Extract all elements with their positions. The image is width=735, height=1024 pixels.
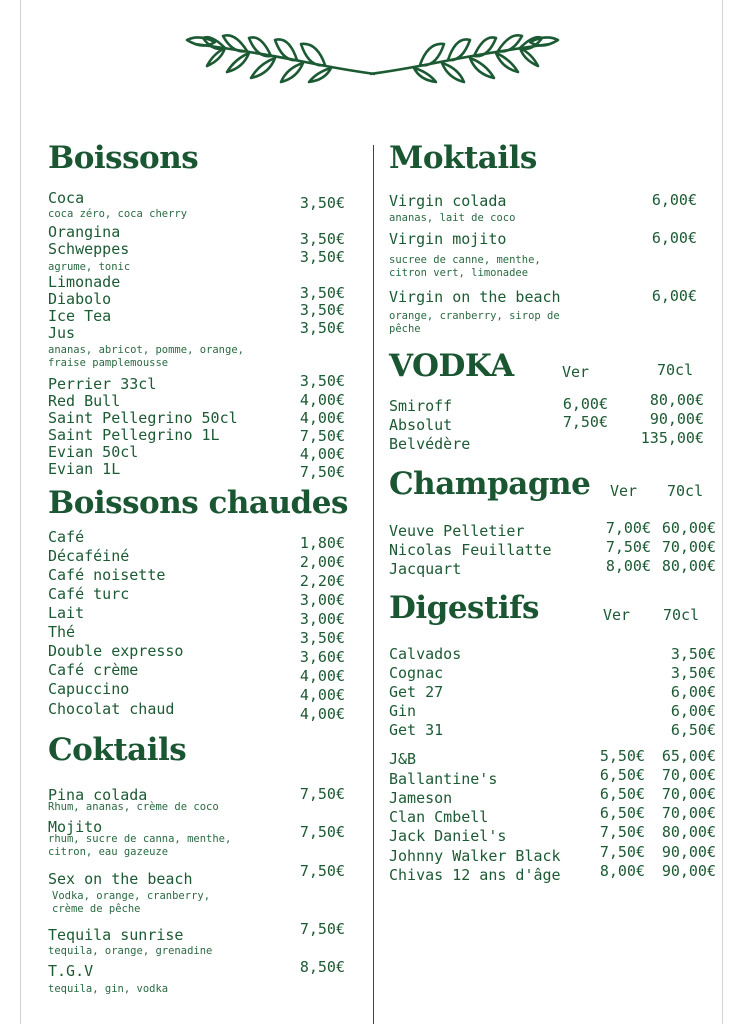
menu-item-price: 7,50€ — [299, 785, 345, 803]
menu-item-name: J&B — [389, 750, 417, 768]
menu-item-price: 3,50€ — [299, 319, 345, 337]
menu-item-price: 6,00€ — [651, 287, 697, 305]
menu-item-price: 4,00€ — [299, 686, 345, 704]
menu-item-price: 3,50€ — [299, 372, 345, 390]
menu-item-name: T.G.V — [48, 962, 94, 980]
laurel-branch-icon — [185, 26, 560, 84]
menu-item-price: 3,00€ — [299, 610, 345, 628]
menu-item-price: 1,80€ — [299, 534, 345, 552]
column-divider — [373, 145, 374, 1024]
menu-item-price-bottle: 70,00€ — [661, 766, 716, 784]
menu-item-name: Jack Daniel's — [389, 827, 507, 845]
menu-item-price-bottle: 6,00€ — [670, 683, 716, 701]
menu-item-name: Café noisette — [48, 566, 166, 584]
menu-item-name: Evian 50cl — [48, 443, 139, 461]
section-title-boissons: Boissons — [48, 140, 199, 176]
page-edge-right — [722, 0, 723, 1024]
section-title-boissons-chaudes: Boissons chaudes — [48, 485, 348, 521]
column-header-glass: Ver — [603, 606, 631, 624]
menu-item-name: Perrier 33cl — [48, 375, 157, 393]
menu-item-name: Calvados — [389, 645, 462, 663]
menu-item-price: 7,50€ — [299, 427, 345, 445]
menu-item-name: Coca — [48, 189, 85, 207]
menu-item-price-glass: 8,00€ — [599, 862, 645, 880]
menu-item-price: 2,00€ — [299, 553, 345, 571]
menu-item-name: Saint Pellegrino 1L — [48, 426, 220, 444]
menu-item-price: 7,50€ — [299, 823, 345, 841]
menu-item-name: Décaféiné — [48, 547, 130, 565]
menu-item-price: 3,60€ — [299, 648, 345, 666]
menu-item-price-bottle: 80,00€ — [649, 391, 704, 409]
menu-item-name: Jus — [48, 324, 76, 342]
menu-item-price-bottle: 90,00€ — [649, 410, 704, 428]
menu-item-name: Chivas 12 ans d'âge — [389, 866, 561, 884]
menu-item-name: Café turc — [48, 585, 130, 603]
menu-item-price: 7,50€ — [299, 463, 345, 481]
menu-item-name: Ice Tea — [48, 307, 112, 325]
menu-item-price-bottle: 3,50€ — [670, 645, 716, 663]
menu-item-name: Double expresso — [48, 642, 184, 660]
menu-item-price-glass: 7,50€ — [599, 823, 645, 841]
section-title-vodka: VODKA — [389, 348, 514, 384]
menu-item-price-bottle: 65,00€ — [661, 747, 716, 765]
menu-item-price-bottle: 90,00€ — [661, 843, 716, 861]
menu-item-price: 3,00€ — [299, 591, 345, 609]
menu-item-price-glass: 6,50€ — [599, 785, 645, 803]
menu-item-price: 8,50€ — [299, 958, 345, 976]
menu-item-name: Orangina — [48, 223, 121, 241]
menu-item-price: 3,50€ — [299, 248, 345, 266]
menu-item-name: Veuve Pelletier — [389, 522, 525, 540]
menu-item-name: Jacquart — [389, 560, 462, 578]
menu-item-name: Ballantine's — [389, 770, 498, 788]
menu-item-name: Smiroff — [389, 397, 453, 415]
menu-item-name: Lait — [48, 604, 85, 622]
menu-item-price: 2,20€ — [299, 572, 345, 590]
menu-item-name: Virgin mojito — [389, 230, 507, 248]
menu-item-desc: Rhum, ananas, crème de coco — [48, 801, 219, 813]
menu-item-name: Absolut — [389, 416, 453, 434]
section-title-moktails: Moktails — [389, 140, 537, 176]
menu-item-price: 3,50€ — [299, 194, 345, 212]
column-header-bottle: 70cl — [667, 482, 704, 500]
menu-item-price: 4,00€ — [299, 409, 345, 427]
menu-item-name: Pina colada — [48, 786, 148, 804]
menu-item-price-bottle: 3,50€ — [670, 664, 716, 682]
column-header-bottle: 70cl — [663, 606, 700, 624]
menu-item-name: Tequila sunrise — [48, 926, 184, 944]
menu-item-desc: Vodka, orange, cranberry, crème de pêche — [52, 890, 211, 915]
menu-item-name: Jameson — [389, 789, 453, 807]
menu-item-desc: ananas, abricot, pomme, orange, fraise pamplemousse — [48, 344, 244, 369]
menu-item-price: 3,50€ — [299, 301, 345, 319]
menu-item-name: Capuccino — [48, 680, 130, 698]
menu-item-price-bottle: 70,00€ — [661, 785, 716, 803]
menu-item-desc: tequila, gin, vodka — [48, 983, 169, 995]
menu-item-price-glass: 7,50€ — [605, 538, 651, 556]
menu-item-name: Café crème — [48, 661, 139, 679]
menu-item-price-glass: 7,00€ — [605, 519, 651, 537]
menu-item-price: 3,50€ — [299, 629, 345, 647]
menu-item-price-glass: 8,00€ — [605, 557, 651, 575]
menu-item-price-glass: 7,50€ — [599, 843, 645, 861]
menu-item-price-bottle: 70,00€ — [661, 804, 716, 822]
column-header-bottle: 70cl — [657, 361, 694, 379]
menu-item-desc: orange, cranberry, sirop de pêche — [389, 310, 560, 335]
menu-item-name: Gin — [389, 702, 417, 720]
menu-item-name: Thé — [48, 623, 76, 641]
menu-item-price-glass: 6,50€ — [599, 766, 645, 784]
menu-item-desc: agrume, tonic — [48, 261, 131, 273]
menu-item-name: Saint Pellegrino 50cl — [48, 409, 238, 427]
menu-item-price: 3,50€ — [299, 230, 345, 248]
section-title-digestifs: Digestifs — [389, 590, 539, 626]
menu-item-name: Mojito — [48, 818, 103, 836]
menu-item-price-bottle: 70,00€ — [661, 538, 716, 556]
menu-item-name: Sex on the beach — [48, 870, 193, 888]
page-edge-left — [20, 0, 21, 1024]
menu-item-name: Get 31 — [389, 721, 444, 739]
menu-item-name: Clan Cmbell — [389, 808, 489, 826]
section-title-coktails: Coktails — [48, 732, 187, 768]
column-header-glass: Ver — [562, 363, 590, 381]
menu-item-name: Nicolas Feuillatte — [389, 541, 552, 559]
menu-item-price-glass: 6,00€ — [562, 395, 608, 413]
menu-item-desc: tequila, orange, grenadine — [48, 945, 213, 957]
menu-item-name: Cognac — [389, 664, 444, 682]
menu-item-price-bottle: 135,00€ — [640, 429, 704, 447]
menu-item-name: Virgin on the beach — [389, 288, 561, 306]
menu-item-name: Virgin colada — [389, 192, 507, 210]
menu-item-price-bottle: 6,00€ — [670, 702, 716, 720]
menu-item-price: 3,50€ — [299, 284, 345, 302]
menu-item-price-bottle: 60,00€ — [661, 519, 716, 537]
menu-item-price: 6,00€ — [651, 229, 697, 247]
menu-item-desc: rhum, sucre de canna, menthe, citron, eau gazeuze — [48, 833, 232, 858]
menu-item-name: Get 27 — [389, 683, 444, 701]
menu-item-name: Belvédère — [389, 435, 471, 453]
menu-item-price-bottle: 90,00€ — [661, 862, 716, 880]
menu-item-price-glass: 5,50€ — [599, 747, 645, 765]
section-title-champagne: Champagne — [389, 466, 591, 502]
menu-item-desc: sucree de canne, menthe, citron vert, limonadee — [389, 254, 541, 279]
menu-item-price: 7,50€ — [299, 862, 345, 880]
menu-item-name: Limonade — [48, 273, 121, 291]
menu-item-name: Diabolo — [48, 290, 112, 308]
menu-item-price: 4,00€ — [299, 705, 345, 723]
menu-item-name: Chocolat chaud — [48, 700, 175, 718]
menu-item-price: 4,00€ — [299, 667, 345, 685]
menu-item-name: Red Bull — [48, 392, 121, 410]
menu-item-desc: ananas, lait de coco — [389, 212, 516, 224]
menu-item-name: Johnny Walker Black — [389, 847, 561, 865]
menu-item-name: Schweppes — [48, 240, 130, 258]
menu-item-price-glass: 6,50€ — [599, 804, 645, 822]
menu-item-name: Evian 1L — [48, 460, 121, 478]
menu-item-price: 4,00€ — [299, 445, 345, 463]
menu-item-name: Café — [48, 528, 85, 546]
menu-item-price: 7,50€ — [299, 920, 345, 938]
menu-item-price: 6,00€ — [651, 191, 697, 209]
menu-item-price-bottle: 80,00€ — [661, 557, 716, 575]
menu-item-desc: coca zéro, coca cherry — [48, 208, 188, 220]
menu-item-price-bottle: 6,50€ — [670, 721, 716, 739]
menu-item-price: 4,00€ — [299, 391, 345, 409]
column-header-glass: Ver — [610, 482, 638, 500]
menu-item-price-glass: 7,50€ — [562, 413, 608, 431]
menu-item-price-bottle: 80,00€ — [661, 823, 716, 841]
